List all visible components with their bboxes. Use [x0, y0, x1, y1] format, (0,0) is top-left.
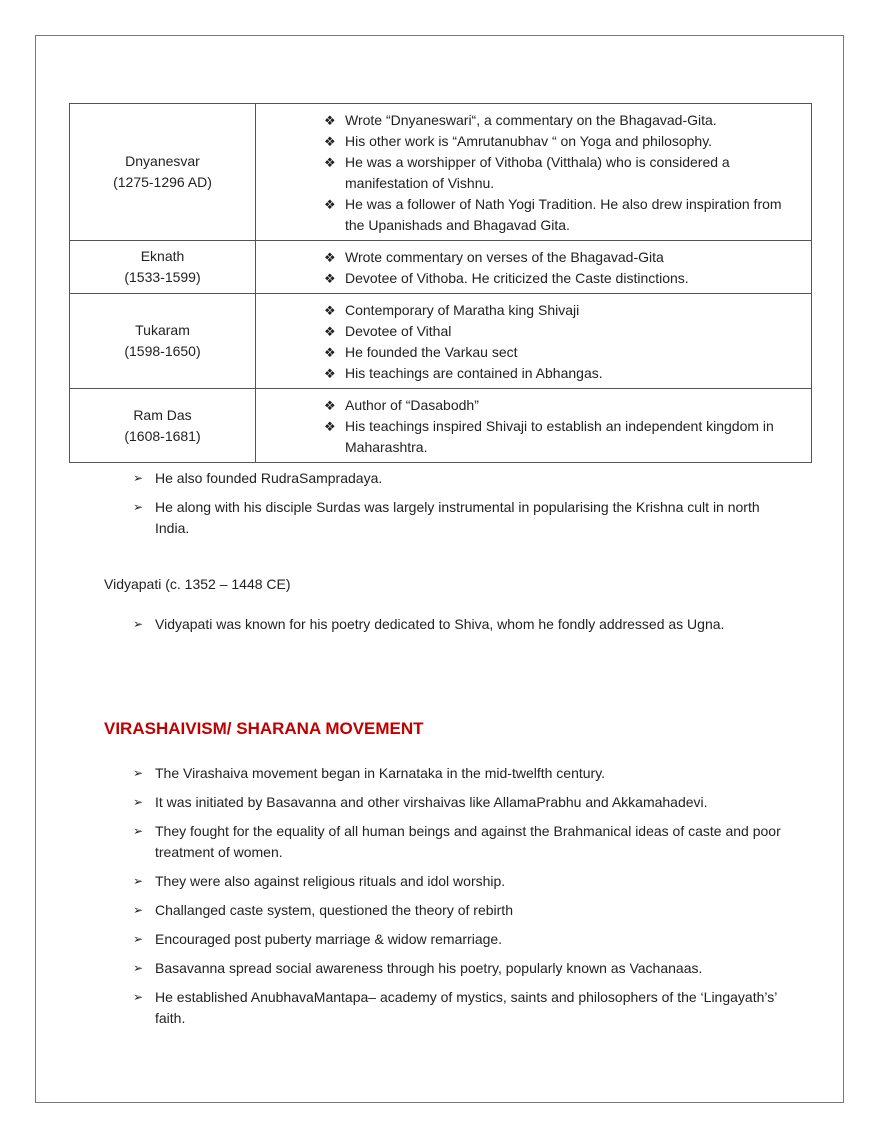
after-table-list [133, 468, 763, 547]
item-text: Author of “Dasabodh” [345, 397, 479, 413]
item-text: His teachings are contained in Abhangas. [345, 365, 603, 381]
list-item [324, 321, 791, 342]
item-text: Wrote “Dnyaneswari“, a commentary on the Bhagavad-Gita. [345, 112, 717, 128]
saint-name: Ram Das [133, 406, 192, 423]
item-text: Challanged caste system, questioned the theory of rebirth [155, 902, 513, 918]
item-text: The Virashaiva movement began in Karnataka in the mid-twelfth century. [155, 765, 606, 781]
diamond-bullet-icon: ❖ [324, 324, 336, 339]
diamond-bullet-icon: ❖ [324, 419, 336, 434]
diamond-bullet-icon: ❖ [324, 113, 336, 128]
points-cell [256, 104, 812, 241]
item-text: Devotee of Vithal [345, 323, 452, 339]
list-item [324, 152, 791, 194]
list-item [133, 987, 793, 1029]
item-text: Contemporary of Maratha king Shivaji [345, 302, 580, 318]
list-item [324, 131, 791, 152]
diamond-bullet-icon: ❖ [324, 345, 336, 360]
list-item [133, 958, 793, 979]
saints-table [69, 103, 812, 463]
saint-dates: (1275-1296 AD) [113, 174, 212, 190]
table-row [70, 241, 812, 294]
arrow-bullet-icon: ➢ [133, 874, 144, 888]
item-text: His teachings inspired Shivaji to establish an independent kingdom in Maharashtra. [345, 418, 774, 455]
diamond-bullet-icon: ❖ [324, 250, 336, 265]
points-cell [256, 389, 812, 463]
item-text: Basavanna spread social awareness through his poetry, popularly known as Vachanaas. [155, 960, 703, 976]
item-text: Vidyapati was known for his poetry dedicated to Shiva, whom he fondly addressed as Ugna. [155, 616, 725, 632]
saint-name: Tukaram [135, 322, 190, 338]
item-text: Wrote commentary on verses of the Bhagavad-Gita [345, 249, 664, 265]
vidyapati-title: Vidyapati (c. 1352 – 1448 CE) [104, 576, 291, 592]
list-item [133, 929, 793, 950]
saint-cell [70, 389, 256, 463]
item-text: It was initiated by Basavanna and other virshaivas like AllamaPrabhu and Akkamahadevi. [155, 794, 708, 810]
virashaivism-list [133, 763, 793, 1037]
list-item [324, 363, 791, 384]
item-text: Devotee of Vithoba. He criticized the Caste distinctions. [345, 270, 689, 286]
item-text: He along with his disciple Surdas was largely instrumental in popularising the Krishna cult in north India. [155, 499, 760, 536]
list-item [133, 763, 793, 784]
item-text: He also founded RudraSampradaya. [155, 470, 383, 486]
saint-cell [70, 241, 256, 294]
saint-dates: (1533-1599) [124, 269, 201, 285]
diamond-bullet-icon: ❖ [324, 155, 336, 170]
list-item [324, 416, 791, 458]
list-item [133, 792, 793, 813]
list-item [133, 871, 793, 892]
arrow-bullet-icon: ➢ [133, 903, 144, 917]
table-row [70, 104, 812, 241]
arrow-bullet-icon: ➢ [133, 471, 144, 485]
arrow-bullet-icon: ➢ [133, 795, 144, 809]
arrow-bullet-icon: ➢ [133, 617, 144, 631]
list-item [133, 497, 763, 539]
list-item [324, 247, 791, 268]
diamond-bullet-icon: ❖ [324, 134, 336, 149]
saint-dates: (1608-1681) [124, 427, 201, 444]
diamond-bullet-icon: ❖ [324, 366, 336, 381]
list-item [324, 395, 791, 416]
diamond-bullet-icon: ❖ [324, 197, 336, 212]
list-item [324, 110, 791, 131]
item-text: His other work is “Amrutanubhav “ on Yoga and philosophy. [345, 133, 713, 149]
points-cell [256, 241, 812, 294]
item-text: He established AnubhavaMantapa– academy of mystics, saints and philosophers of the ‘Lingayath’s’ faith. [155, 989, 777, 1026]
item-text: He founded the Varkau sect [345, 344, 518, 360]
list-item [324, 194, 791, 236]
saint-cell [70, 294, 256, 389]
diamond-bullet-icon: ❖ [324, 303, 336, 318]
item-text: They were also against religious rituals and idol worship. [155, 873, 506, 889]
item-text: Encouraged post puberty marriage & widow remarriage. [155, 931, 503, 947]
arrow-bullet-icon: ➢ [133, 990, 144, 1004]
arrow-bullet-icon: ➢ [133, 932, 144, 946]
vidyapati-list [133, 614, 763, 643]
list-item [133, 614, 763, 635]
table-row [70, 389, 812, 463]
list-item [324, 268, 791, 289]
arrow-bullet-icon: ➢ [133, 500, 144, 514]
item-text: He was a follower of Nath Yogi Tradition. He also drew inspiration from the Upanishads and Bhagavad Gita. [345, 196, 782, 233]
arrow-bullet-icon: ➢ [133, 824, 144, 838]
saint-name: Eknath [140, 248, 185, 264]
arrow-bullet-icon: ➢ [133, 766, 144, 780]
points-cell [256, 294, 812, 389]
saint-cell [70, 104, 256, 241]
table-row [70, 294, 812, 389]
saint-name: Dnyanesvar [125, 153, 200, 169]
list-item [324, 300, 791, 321]
arrow-bullet-icon: ➢ [133, 961, 144, 975]
list-item [133, 900, 793, 921]
section-heading: VIRASHAIVISM/ SHARANA MOVEMENT [104, 719, 424, 738]
diamond-bullet-icon: ❖ [324, 271, 336, 286]
diamond-bullet-icon: ❖ [324, 398, 336, 413]
list-item [133, 468, 763, 489]
item-text: They fought for the equality of all human beings and against the Brahmanical ideas of caste and poor treatment of women. [155, 823, 781, 860]
list-item [133, 821, 793, 863]
list-item [324, 342, 791, 363]
item-text: He was a worshipper of Vithoba (Vitthala) who is considered a manifestation of Vishnu. [345, 154, 730, 191]
saint-dates: (1598-1650) [124, 343, 201, 359]
